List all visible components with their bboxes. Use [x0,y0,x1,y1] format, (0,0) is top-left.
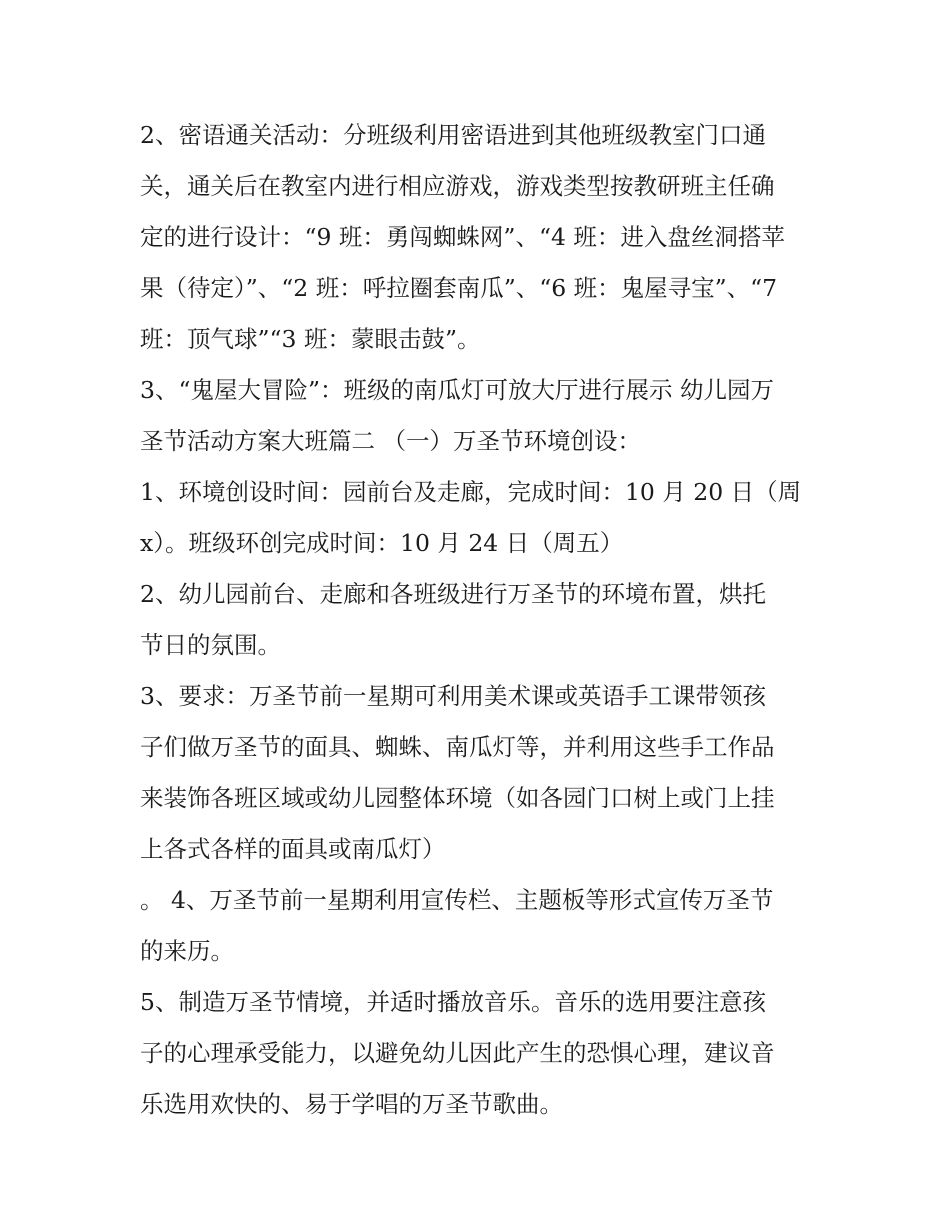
text-line: 节日的氛围。 [140,631,281,659]
text-line: 来装饰各班区域或幼儿园整体环境（如各园门口树上或门上挂 [140,784,775,812]
text-line: 的来历。 [140,937,234,965]
document-body [140,110,820,1130]
text-line: 子们做万圣节的面具、蜘蛛、南瓜灯等，并利用这些手工作品 [140,733,775,761]
text-line: 1、环境创设时间：园前台及走廊，完成时间：10 月 20 日（周 [140,478,802,506]
text-line: 。 4、万圣节前一星期利用宣传栏、主题板等形式宣传万圣节 [140,886,774,914]
text-line: 关，通关后在教室内进行相应游戏，游戏类型按教研班主任确 [140,172,775,200]
text-line: 乐选用欢快的、易于学唱的万圣节歌曲。 [140,1090,563,1118]
text-line: 定的进行设计：“9 班：勇闯蜘蛛网”、“4 班：进入盘丝洞搭苹 [140,223,785,251]
text-line: 2、密语通关活动：分班级利用密语进到其他班级教室门口通 [140,121,766,149]
text-line: 3、要求：万圣节前一星期可利用美术课或英语手工课带领孩 [140,682,766,710]
text-line: 5、制造万圣节情境，并适时播放音乐。音乐的选用要注意孩 [140,988,766,1016]
text-line: 上各式各样的面具或南瓜灯） [140,835,446,863]
text-line: 2、幼儿园前台、走廊和各班级进行万圣节的环境布置，烘托 [140,580,766,608]
text-line: 子的心理承受能力，以避免幼儿因此产生的恐惧心理，建议音 [140,1039,775,1067]
text-line: 圣节活动方案大班篇二 （一）万圣节环境创设： [140,427,641,455]
text-line: 班：顶气球”“3 班：蒙眼击鼓”。 [140,325,481,353]
text-line: 果（待定）”、“2 班：呼拉圈套南瓜”、“6 班：鬼屋寻宝”、“7 [140,274,778,302]
text-line: x）。班级环创完成时间：10 月 24 日（周五） [140,529,624,557]
text-line: 3、“鬼屋大冒险”：班级的南瓜灯可放大厅进行展示 幼儿园万 [140,376,774,404]
